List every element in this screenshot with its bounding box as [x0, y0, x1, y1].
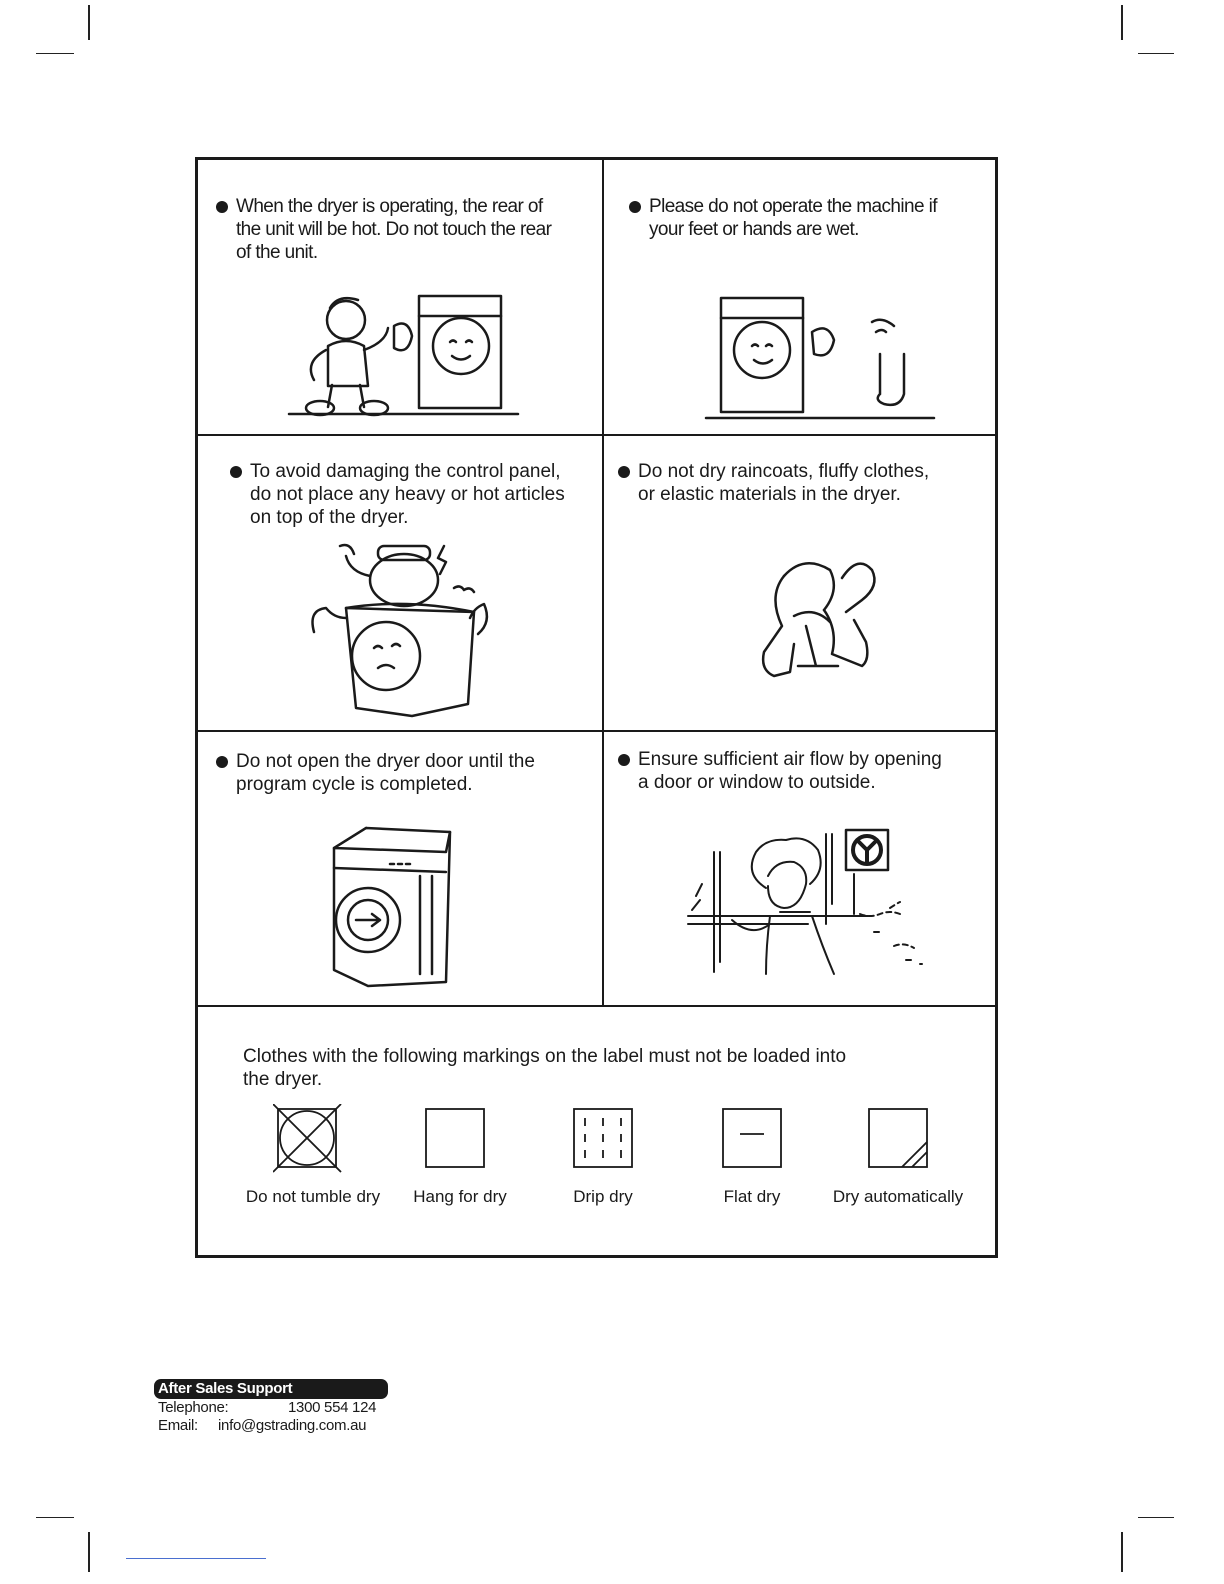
- email-value: info@gstrading.com.au: [218, 1417, 367, 1434]
- dry-automatically-icon: [866, 1106, 930, 1170]
- label-intro: Clothes with the following markings on the label must not be loaded into the dryer.: [243, 1046, 847, 1090]
- hang-dry-icon: [423, 1106, 487, 1170]
- telephone-label: Telephone:: [158, 1399, 229, 1416]
- airflow-illustration: [684, 824, 949, 979]
- safety-cell-wet-hands: [604, 160, 998, 434]
- symbol-label: Flat dry: [723, 1187, 781, 1206]
- wet-hands-illustration: [704, 292, 944, 422]
- email-label: Email:: [158, 1417, 198, 1434]
- symbol-label: Drip dry: [573, 1187, 633, 1206]
- safety-cell-door: [198, 732, 602, 1005]
- crop-mark: [36, 1517, 74, 1518]
- do-not-tumble-dry-icon: [273, 1104, 343, 1174]
- safety-text: Please do not operate the machine if your feet or hands are wet.: [649, 196, 937, 240]
- symbol-label: Do not tumble dry: [245, 1187, 381, 1206]
- flat-dry-icon: [720, 1106, 784, 1170]
- safety-text: Ensure sufficient air flow by opening a door or window to outside.: [638, 749, 942, 793]
- safety-table: [195, 157, 998, 1258]
- label-markings-section: [198, 1007, 998, 1258]
- symbol-label: Dry automatically: [832, 1187, 964, 1206]
- safety-cell-control-panel: [198, 436, 602, 730]
- raincoat-illustration: [754, 556, 884, 681]
- safety-text: Do not open the dryer door until the program cycle is completed.: [236, 751, 535, 795]
- dryer-door-illustration: [328, 824, 458, 989]
- after-sales-support: [154, 1379, 388, 1435]
- crop-mark: [88, 5, 90, 40]
- crop-mark: [1121, 5, 1123, 40]
- crop-mark: [1138, 53, 1174, 54]
- safety-text: To avoid damaging the control panel, do not place any heavy or hot articles on top of the dryer.: [250, 461, 565, 528]
- drip-dry-icon: [571, 1106, 635, 1170]
- hot-rear-illustration: [286, 290, 526, 420]
- safety-text: Do not dry raincoats, fluffy clothes, or elastic materials in the dryer.: [638, 461, 930, 505]
- safety-cell-airflow: [604, 732, 998, 1005]
- symbol-label: Hang for dry: [413, 1187, 507, 1206]
- safety-text: When the dryer is operating, the rear of the unit will be hot. Do not touch the rear of the unit.: [236, 196, 552, 263]
- safety-cell-raincoats: [604, 436, 998, 730]
- footer-rule: [126, 1558, 266, 1559]
- crop-mark: [88, 1532, 90, 1572]
- heavy-articles-illustration: [304, 536, 494, 721]
- crop-mark: [36, 53, 74, 54]
- support-telephone-row: [154, 1399, 388, 1417]
- telephone-value: 1300 554 124: [288, 1399, 377, 1416]
- crop-mark: [1138, 1517, 1174, 1518]
- support-heading: After Sales Support: [154, 1379, 388, 1399]
- safety-cell-rear-hot: [198, 160, 602, 434]
- crop-mark: [1121, 1532, 1123, 1572]
- support-email-row: [154, 1417, 388, 1435]
